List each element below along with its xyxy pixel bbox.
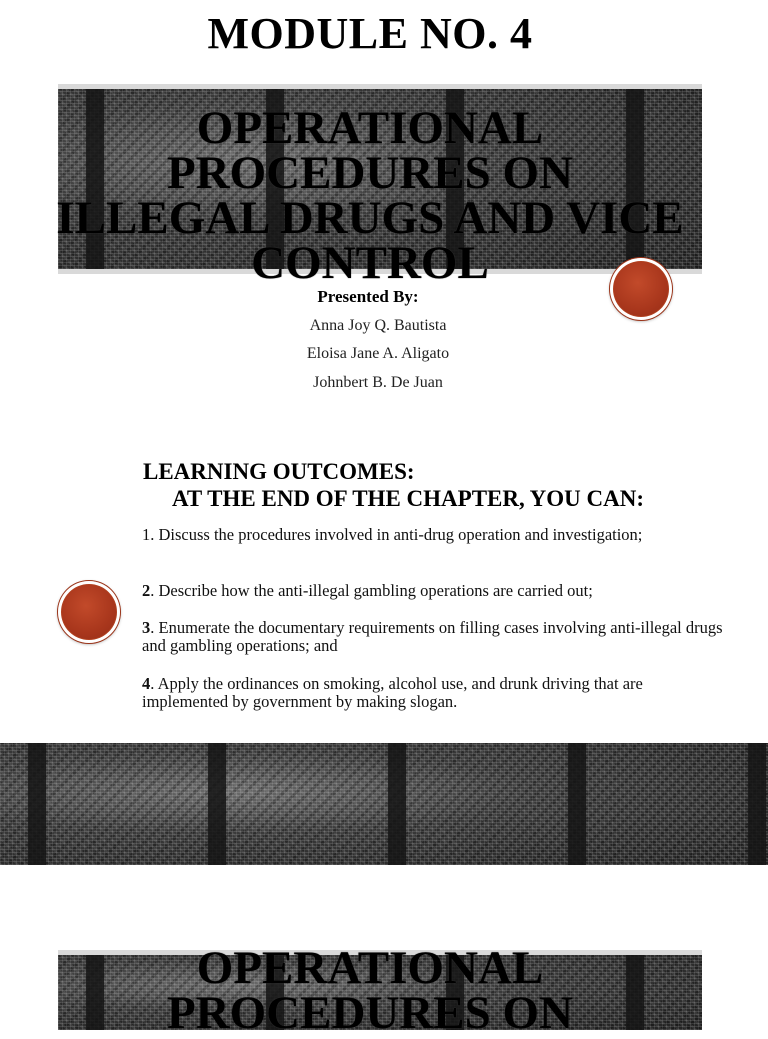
heading-line: CONTROL [251,237,489,289]
outcome-item [142,526,727,544]
outcome-number: 1 [142,525,151,544]
heading-line: OPERATIONAL [196,102,544,154]
outcome-text: . Enumerate the documentary requirements on filling cases involving anti-illegal drugs and gambling operations; and [142,618,723,655]
outcome-number: 4 [142,674,151,693]
outcome-number: 2 [142,581,151,600]
module-title: MODULE NO. 4 [207,9,533,58]
presenter-name: Eloisa Jane A. Aligato [306,345,450,362]
outcome-item [142,582,727,600]
presenter-name: Anna Joy Q. Bautista [309,317,447,334]
outcome-item [142,619,727,655]
outcome-text: . Apply the ordinances on smoking, alcohol use, and drunk driving that are implemented by government by making slogan. [142,674,643,711]
heading-line: PROCEDURES ON [166,147,574,199]
decorative-circle [58,581,120,643]
heading-line: PROCEDURES ON [166,987,574,1039]
outcome-text: . Describe how the anti-illegal gambling operations are carried out; [150,581,593,600]
presented-by-label: Presented By: [317,287,419,306]
outcome-text: . Discuss the procedures involved in anti-drug operation and investigation; [150,525,643,544]
texture-slide-banner [0,743,768,865]
slide-heading [40,942,700,1039]
learning-outcomes-title: LEARNING OUTCOMES: [143,459,415,484]
presenter-name: Johnbert B. De Juan [313,374,443,391]
heading-line: OPERATIONAL [196,942,544,994]
outcome-item [142,675,727,711]
slide-heading [40,102,700,289]
outcome-number: 3 [142,618,151,637]
heading-line: ILLEGAL DRUGS AND VICE [56,192,684,244]
learning-outcomes-subtitle: AT THE END OF THE CHAPTER, YOU CAN: [172,486,644,511]
